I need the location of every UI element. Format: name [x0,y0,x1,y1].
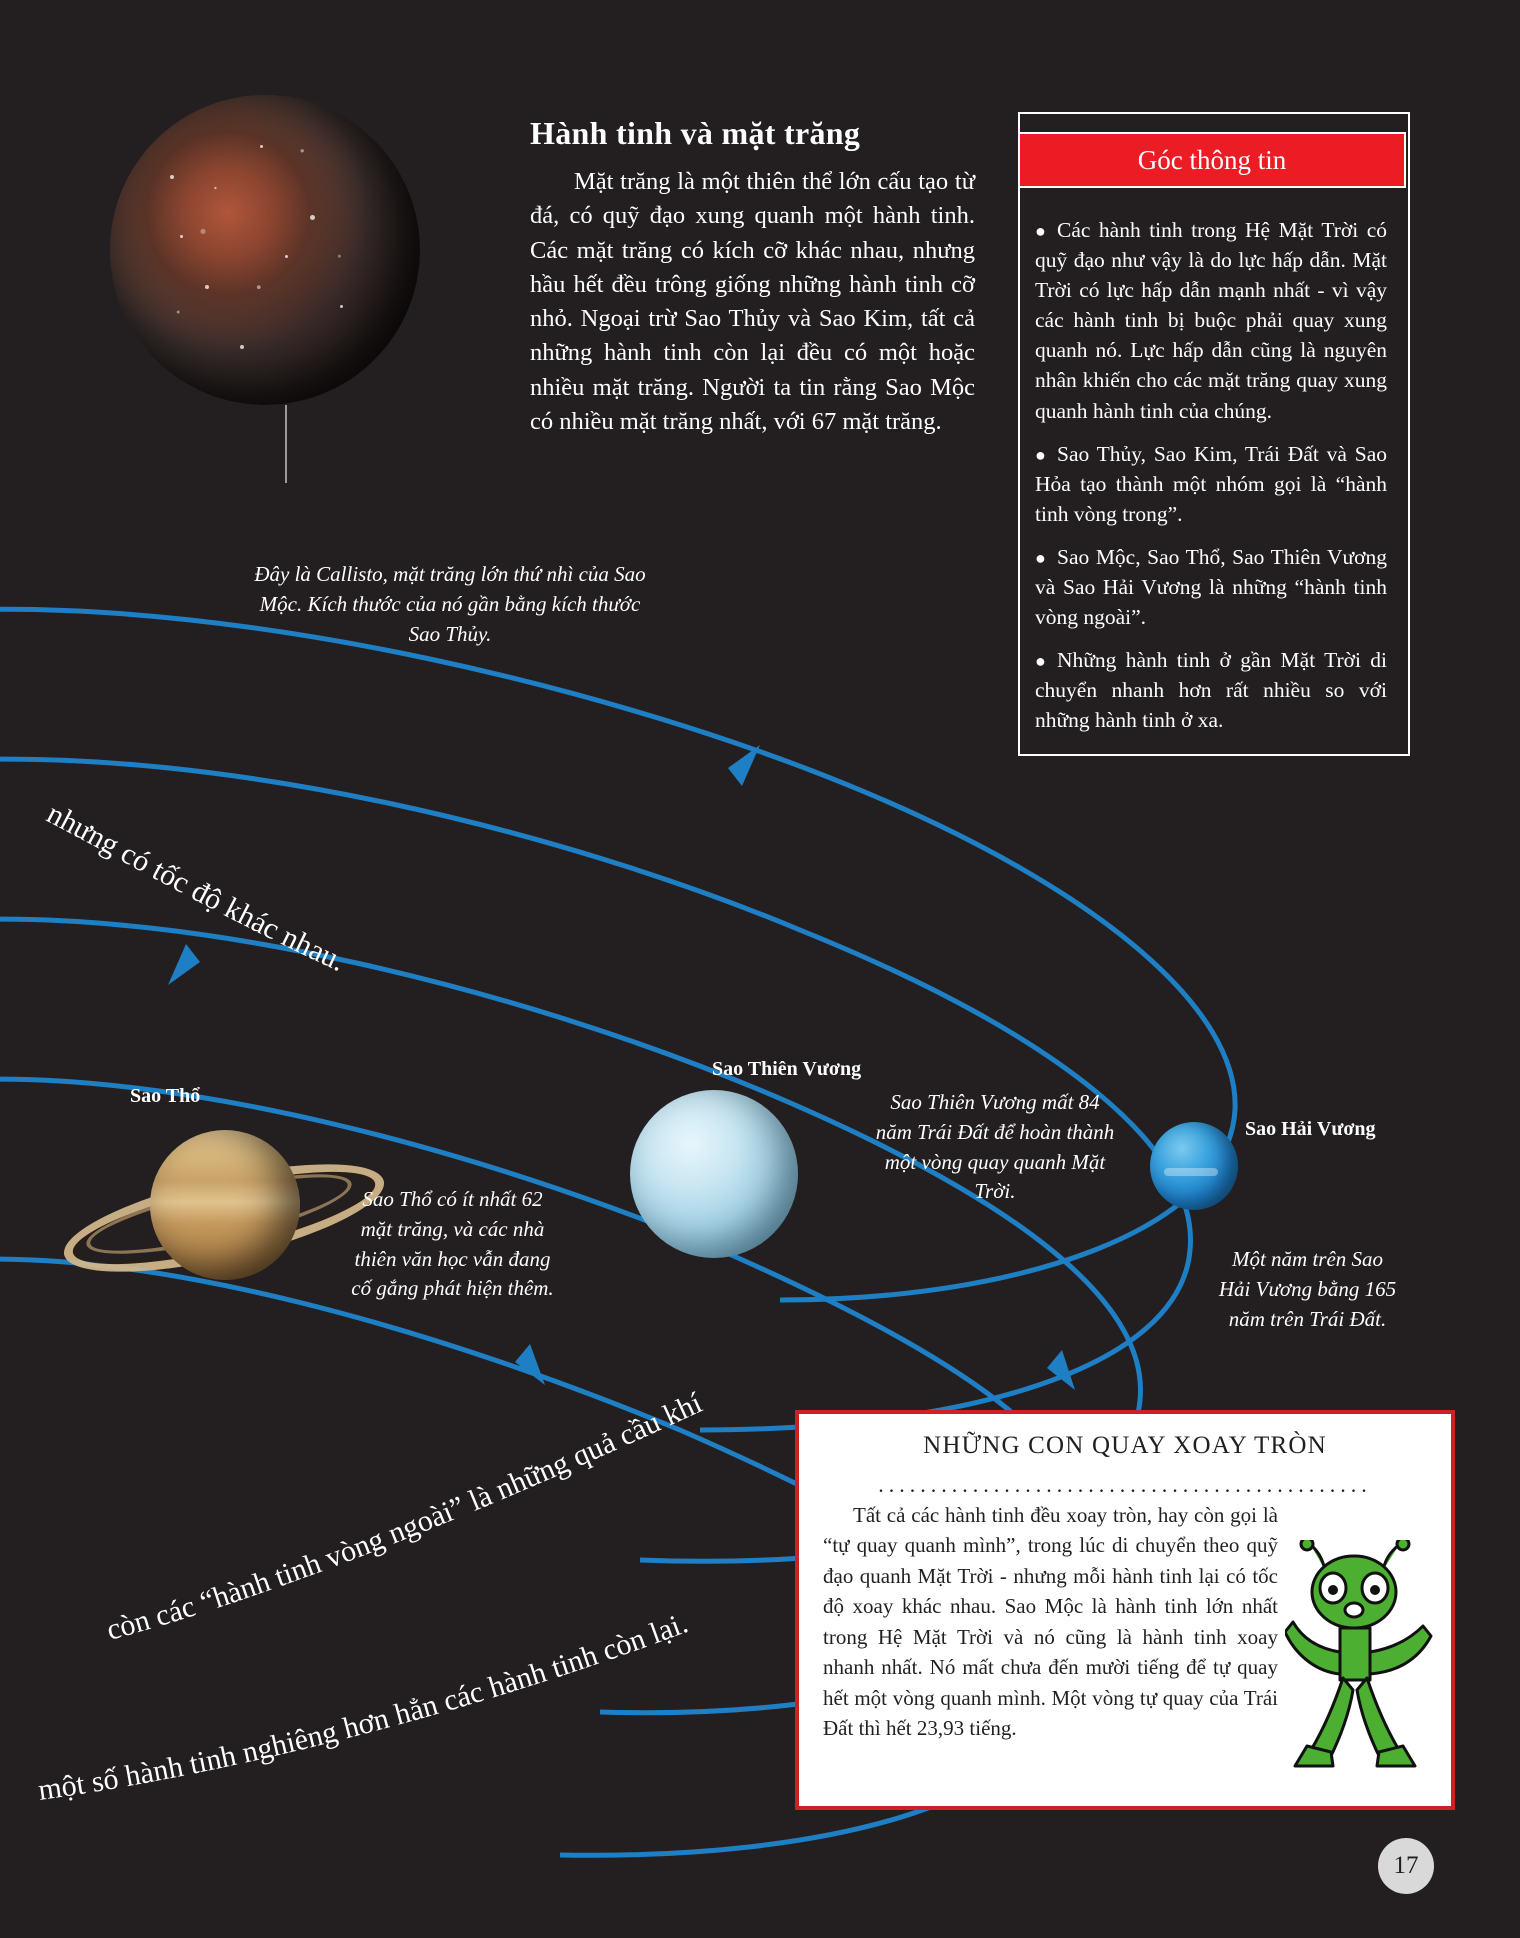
intro-paragraph [530,165,975,439]
orbit-text-top: nhưng có tốc độ khác nhau. [41,796,351,978]
neptune-image [1150,1122,1238,1210]
callisto-moon-image [110,95,420,405]
planet-label-uranus: Sao Thiên Vương [712,1058,862,1080]
info-bullet-1: ● Các hành tinh trong Hệ Mặt Trời có quỹ đạo như vậy là do lực hấp dẫn. Mặt Trời có lực hấp dẫn mạnh nhất - vì vậy các hành tinh bị buộc phải quay xung quanh nó. Lực hấp dẫn cũng là nguyên nhân khiến cho các mặt trăng quay xung quanh hành tinh của chúng. [1035,218,1387,423]
page-title: Hành tinh và mặt trăng [530,115,861,151]
info-bullet-2: ● Sao Thủy, Sao Kim, Trái Đất và Sao Hỏa tạo thành một nhóm gọi là “hành tinh vòng trong”. [1035,441,1387,526]
planet-note-saturn: Sao Thổ có ít nhất 62 mặt trăng, và các nhà thiên văn học vẫn đang cố gắng phát hiện thêm. [351,1187,554,1301]
planet-note-uranus: Sao Thiên Vương mất 84 năm Trái Đất để hoàn thành một vòng quay quanh Mặt Trời. [875,1090,1115,1204]
alien-illustration [1285,1540,1435,1775]
info-bullet-4: ● Những hành tinh ở gần Mặt Trời di chuyển nhanh hơn rất nhiều so với những hành tinh ở xa. [1035,648,1387,733]
planet-note-neptune: Một năm trên Sao Hải Vương bằng 165 năm trên Trái Đất. [1218,1247,1397,1331]
callisto-caption: Đây là Callisto, mặt trăng lớn thứ nhì của Sao Mộc. Kích thước của nó gần bằng kích thước Sao Thủy. [254,562,646,646]
info-box-title: Góc thông tin [1018,132,1406,188]
planet-label-neptune: Sao Hải Vương [1245,1118,1376,1140]
uranus-image [630,1090,798,1258]
orbit-text-bottom: một số hành tinh nghiêng hơn hẳn các hành tinh còn lại. [36,1606,693,1807]
spin-box-body: Tất cả các hành tinh đều xoay tròn, hay còn gọi là “tự quay quanh mình”, trong lúc di chuyển theo quỹ đạo quanh Mặt Trời - nhưng mỗi hành tinh lại có tốc độ xoay khác nhau. Sao Mộc là hành tinh lớn nhất trong Hệ Mặt Trời và nó cũng là hành tinh xoay nhanh nhất. Nó mất chưa đến mười tiếng để tự quay hết một vòng quanh mình. Một vòng tự quay của Trái Đất thì hết 23,93 tiếng. [823,1503,1278,1741]
spin-box-divider: ............................................... [878,1472,1372,1497]
intro-text: Mặt trăng là một thiên thể lớn cấu tạo từ đá, có quỹ đạo xung quanh một hành tinh. Các mặt trăng có kích cỡ khác nhau, nhưng hầu hết đều trông giống những hành tinh cỡ nhỏ. Ngoại trừ Sao Thủy và Sao Kim, tất cả những hành tinh còn lại đều có một hoặc nhiều mặt trăng. Người ta tin rằng Sao Mộc có nhiều mặt trăng nhất, với 67 mặt trăng. [530,168,975,436]
info-box-body [1035,215,1387,749]
spin-box-title: NHỮNG CON QUAY XOAY TRÒN [923,1432,1327,1459]
page-number: 17 [1378,1838,1434,1894]
saturn-body [150,1130,300,1280]
saturn-image [55,1100,375,1320]
planet-label-saturn: Sao Thổ [130,1085,201,1107]
orbit-text-middle: còn các “hành tinh vòng ngoài” là những quả cầu khí [103,1386,708,1647]
callisto-leader-line [285,405,287,483]
info-bullet-3: ● Sao Mộc, Sao Thổ, Sao Thiên Vương và Sao Hải Vương là những “hành tinh vòng ngoài”. [1035,544,1387,630]
